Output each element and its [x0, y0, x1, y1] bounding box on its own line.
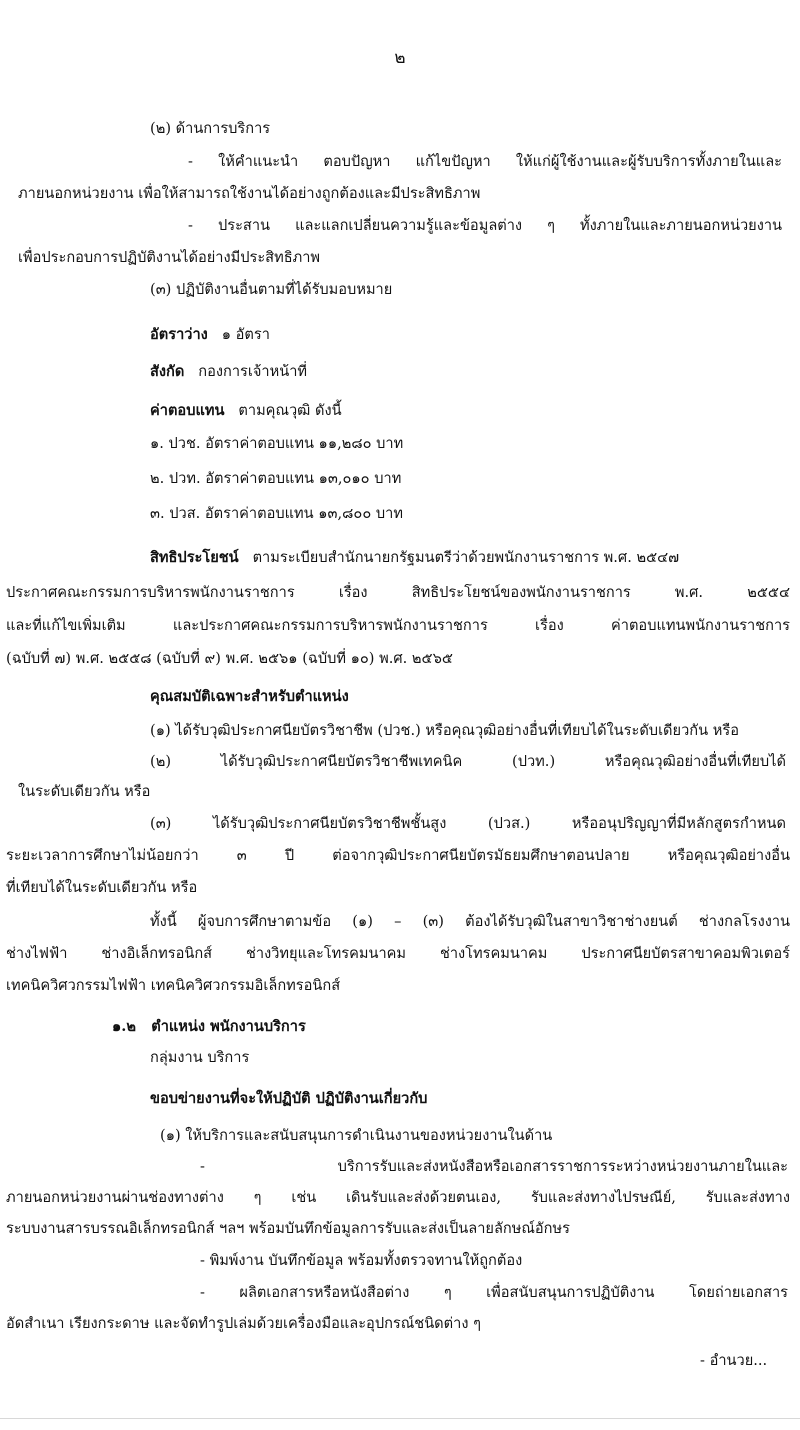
compensation-value: ตามคุณวุฒิ ดังนี้	[238, 402, 342, 419]
qualification-3-line3: ที่เทียบได้ในระดับเดียวกัน หรือ	[6, 879, 198, 896]
compensation-label: ค่าตอบแทน	[150, 402, 225, 419]
qualification-note-line1: ทั้งนี้ ผู้จบการศึกษาตามข้อ (๑) – (๓) ต้องได้รับวุฒิในสาขาวิชาช่างยนต์ ช่างกลโรงงาน	[150, 913, 790, 930]
qualification-3-line2: ระยะเวลาการศึกษาไม่น้อยกว่า ๓ ปี ต่อจากวุฒิประกาศนียบัตรมัธยมศึกษาตอนปลาย หรือคุณวุฒิอย่างอื่น	[6, 847, 790, 864]
benefits-line3: และที่แก้ไขเพิ่มเติม และประกาศคณะกรรมการบริหารพนักงานราชการ เรื่อง ค่าตอบแทนพนักงานราชการ	[6, 617, 790, 634]
vacancy-label: อัตราว่าง	[150, 326, 208, 343]
vacancy-value: ๑ อัตรา	[221, 326, 270, 343]
qualification-2-line2: ในระดับเดียวกัน หรือ	[18, 783, 151, 800]
benefits-line1	[150, 547, 679, 569]
compensation-rate-2: ๒. ปวท. อัตราค่าตอบแทน ๑๓,๐๑๐ บาท	[150, 470, 402, 487]
position-title: ตำแหน่ง พนักงานบริการ	[151, 1018, 306, 1035]
continuation-marker: - อำนวย...	[700, 1352, 768, 1369]
affiliation-label: สังกัด	[150, 363, 185, 380]
scope-item-1c-line2: อัดสำเนา เรียงกระดาษ และจัดทำรูปเล่มด้วยเครื่องมือและอุปกรณ์ชนิดต่าง ๆ	[6, 1315, 481, 1332]
vacancy-row	[150, 324, 270, 346]
service-item2-line1: - ประสาน และแลกเปลี่ยนความรู้และข้อมูลต่าง ๆ ทั้งภายในและภายนอกหน่วยงาน	[188, 217, 782, 234]
affiliation-value: กองการเจ้าหน้าที่	[198, 363, 308, 380]
service-heading: (๒) ด้านการบริการ	[150, 120, 271, 137]
page-number: ๒	[394, 48, 406, 68]
qualification-note-line3: เทคนิควิศวกรรมไฟฟ้า เทคนิควิศวกรรมอิเล็กทรอนิกส์	[6, 977, 341, 994]
benefits-line2: ประกาศคณะกรรมการบริหารพนักงานราชการ เรื่อง สิทธิประโยชน์ของพนักงานราชการ พ.ศ. ๒๕๕๔	[6, 584, 790, 601]
scope-item-1a-line3: ระบบงานสารบรรณอิเล็กทรอนิกส์ ฯลฯ พร้อมบันทึกข้อมูลการรับและส่งเป็นลายลักษณ์อักษร	[6, 1220, 570, 1237]
compensation-row	[150, 400, 342, 422]
qualification-1: (๑) ได้รับวุฒิประกาศนียบัตรวิชาชีพ (ปวช.) หรือคุณวุฒิอย่างอื่นที่เทียบได้ในระดับเดียวกัน หรือ	[150, 722, 739, 739]
service-item3: (๓) ปฏิบัติงานอื่นตามที่ได้รับมอบหมาย	[150, 281, 393, 298]
position-number: ๑.๒	[112, 1018, 136, 1035]
qualification-3-line1: (๓) ได้รับวุฒิประกาศนียบัตรวิชาชีพชั้นสูง (ปวส.) หรืออนุปริญญาที่มีหลักสูตรกำหนด	[150, 815, 786, 832]
scope-item-1c-line1: - ผลิตเอกสารหรือหนังสือต่าง ๆ เพื่อสนับสนุนการปฏิบัติงาน โดยถ่ายเอกสาร	[200, 1284, 788, 1301]
scope-item-1a-line1: - บริการรับและส่งหนังสือหรือเอกสารราชการระหว่างหน่วยงานภายในและ	[200, 1158, 788, 1175]
position-group: กลุ่มงาน บริการ	[150, 1049, 250, 1066]
affiliation-row	[150, 361, 307, 383]
qualification-2-line1: (๒) ได้รับวุฒิประกาศนียบัตรวิชาชีพเทคนิค (ปวท.) หรือคุณวุฒิอย่างอื่นที่เทียบได้	[150, 753, 786, 770]
scan-bottom-edge	[0, 1418, 800, 1419]
scope-item-1a-line2: ภายนอกหน่วยงานผ่านช่องทางต่าง ๆ เช่น เดินรับและส่งด้วยตนเอง, รับและส่งทางไปรษณีย์, รับและส่งทาง	[6, 1189, 790, 1206]
scope-heading: ขอบข่ายงานที่จะให้ปฏิบัติ ปฏิบัติงานเกี่ยวกับ	[150, 1090, 428, 1107]
service-item1-line2: ภายนอกหน่วยงาน เพื่อให้สามารถใช้งานได้อย่างถูกต้องและมีประสิทธิภาพ	[18, 185, 481, 202]
service-item1-line1: - ให้คำแนะนำ ตอบปัญหา แก้ไขปัญหา ให้แก่ผู้ใช้งานและผู้รับบริการทั้งภายในและ	[188, 153, 782, 170]
benefits-label: สิทธิประโยชน์	[150, 549, 239, 566]
compensation-rate-3: ๓. ปวส. อัตราค่าตอบแทน ๑๓,๘๐๐ บาท	[150, 505, 403, 522]
service-item2-line2: เพื่อประกอบการปฏิบัติงานได้อย่างมีประสิทธิภาพ	[18, 249, 321, 266]
scope-item-1b: - พิมพ์งาน บันทึกข้อมูล พร้อมทั้งตรวจทานให้ถูกต้อง	[200, 1252, 523, 1269]
compensation-rate-1: ๑. ปวช. อัตราค่าตอบแทน ๑๑,๒๘๐ บาท	[150, 435, 404, 452]
qualifications-heading: คุณสมบัติเฉพาะสำหรับตำแหน่ง	[150, 688, 349, 705]
benefits-line1-text: ตามระเบียบสำนักนายกรัฐมนตรีว่าด้วยพนักงานราชการ พ.ศ. ๒๕๔๗	[252, 549, 680, 566]
benefits-line4: (ฉบับที่ ๗) พ.ศ. ๒๕๕๘ (ฉบับที่ ๙) พ.ศ. ๒๕๖๑ (ฉบับที่ ๑๐) พ.ศ. ๒๕๖๕	[6, 650, 453, 667]
qualification-note-line2: ช่างไฟฟ้า ช่างอิเล็กทรอนิกส์ ช่างวิทยุและโทรคมนาคม ช่างโทรคมนาคม ประกาศนียบัตรสาขาคอมพิวเตอร์	[6, 945, 790, 962]
position-heading	[112, 1016, 306, 1038]
scope-item-1: (๑) ให้บริการและสนับสนุนการดำเนินงานของหน่วยงานในด้าน	[160, 1127, 553, 1144]
